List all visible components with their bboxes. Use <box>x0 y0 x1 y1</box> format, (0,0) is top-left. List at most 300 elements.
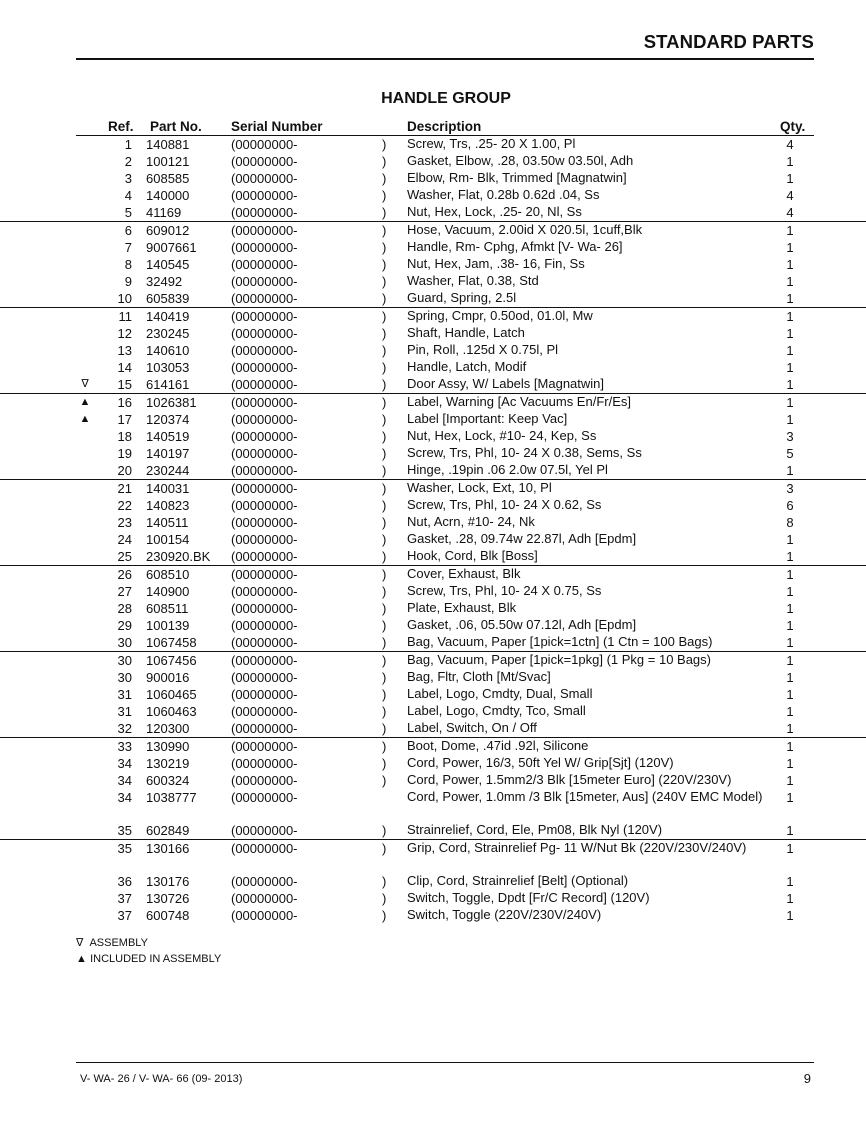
table-row <box>0 325 866 342</box>
table-row <box>0 617 866 634</box>
row-ref: 32 <box>117 721 132 736</box>
row-qty: 1 <box>786 601 794 616</box>
table-row <box>0 479 866 497</box>
row-ref: 34 <box>117 756 132 771</box>
row-serial: (00000000- <box>231 343 298 358</box>
row-ref: 18 <box>117 429 132 444</box>
section-title: HANDLE GROUP <box>381 90 511 107</box>
row-part-no: 120300 <box>146 721 190 736</box>
row-serial: (00000000- <box>231 481 298 496</box>
row-qty: 1 <box>786 412 794 427</box>
row-description: Hook, Cord, Blk [Boss] <box>407 548 538 563</box>
row-part-no: 120374 <box>146 412 190 427</box>
row-serial: (00000000- <box>231 377 298 392</box>
table-row <box>0 531 866 548</box>
row-serial-close: ) <box>382 532 387 547</box>
row-qty: 1 <box>786 309 794 324</box>
row-serial-close: ) <box>382 721 387 736</box>
row-part-no: 600324 <box>146 773 190 788</box>
row-description: Washer, Flat, 0.28b 0.62d .04, Ss <box>407 187 600 202</box>
footer-rule <box>76 1062 814 1063</box>
row-serial-close: ) <box>382 137 387 152</box>
row-ref: 7 <box>124 240 132 255</box>
row-qty: 1 <box>786 567 794 582</box>
row-description: Washer, Flat, 0.38, Std <box>407 273 539 288</box>
row-serial-close: ) <box>382 240 387 255</box>
table-row <box>0 411 866 428</box>
table-row <box>0 497 866 514</box>
row-serial-close: ) <box>382 891 387 906</box>
row-ref: 16 <box>117 395 132 410</box>
table-row <box>0 153 866 170</box>
row-part-no: 230245 <box>146 326 190 341</box>
row-description: Strainrelief, Cord, Ele, Pm08, Blk Nyl (120V) <box>407 822 663 837</box>
footer-doc-id: V- WA- 26 / V- WA- 66 (09- 2013) <box>80 1073 243 1085</box>
row-qty: 8 <box>786 515 794 530</box>
row-ref: 31 <box>117 687 132 702</box>
row-ref: 27 <box>117 584 132 599</box>
table-row <box>0 669 866 686</box>
row-description: Switch, Toggle (220V/230V/240V) <box>407 907 602 922</box>
row-part-no: 1038777 <box>146 790 197 805</box>
row-ref: 33 <box>117 739 132 754</box>
row-serial-close: ) <box>382 291 387 306</box>
row-qty: 1 <box>786 584 794 599</box>
row-qty: 1 <box>786 223 794 238</box>
row-part-no: 140000 <box>146 188 190 203</box>
row-qty: 1 <box>786 908 794 923</box>
row-qty: 1 <box>786 721 794 736</box>
row-serial: (00000000- <box>231 773 298 788</box>
col-header-qty: Qty. <box>780 119 806 134</box>
row-serial: (00000000- <box>231 739 298 754</box>
row-serial: (00000000- <box>231 274 298 289</box>
row-ref: 37 <box>117 891 132 906</box>
row-ref: 17 <box>117 412 132 427</box>
table-row <box>0 789 866 822</box>
row-description: Door Assy, W/ Labels [Magnatwin] <box>407 376 605 391</box>
row-qty: 4 <box>786 188 794 203</box>
table-row <box>0 290 866 307</box>
table-row <box>0 548 866 565</box>
row-serial-close: ) <box>382 823 387 838</box>
table-row <box>0 376 866 393</box>
row-qty: 3 <box>786 481 794 496</box>
table-row <box>0 428 866 445</box>
row-ref: 26 <box>117 567 132 582</box>
row-part-no: 140881 <box>146 137 190 152</box>
row-ref: 34 <box>117 790 132 805</box>
row-part-no: 41169 <box>146 205 182 220</box>
row-serial: (00000000- <box>231 756 298 771</box>
row-part-no: 608510 <box>146 567 190 582</box>
row-part-no: 130990 <box>146 739 190 754</box>
row-serial: (00000000- <box>231 291 298 306</box>
row-serial: (00000000- <box>231 635 298 650</box>
row-serial: (00000000- <box>231 618 298 633</box>
row-description: Hose, Vacuum, 2.00id X 020.5l, 1cuff,Blk <box>407 222 643 237</box>
row-serial: (00000000- <box>231 790 298 805</box>
row-description: Cord, Power, 1.0mm /3 Blk [15meter, Aus] (240V EMC Model) <box>407 789 763 804</box>
row-serial: (00000000- <box>231 395 298 410</box>
row-description: Cord, Power, 16/3, 50ft Yel W/ Grip[Sjt] (120V) <box>407 755 674 770</box>
row-ref: 4 <box>124 188 132 203</box>
row-serial-close: ) <box>382 154 387 169</box>
row-ref: 23 <box>117 515 132 530</box>
row-ref: 5 <box>124 205 132 220</box>
row-serial: (00000000- <box>231 515 298 530</box>
legend-included <box>76 953 221 965</box>
row-ref: 31 <box>117 704 132 719</box>
row-serial-close: ) <box>382 670 387 685</box>
table-row <box>0 221 866 239</box>
row-serial: (00000000- <box>231 326 298 341</box>
row-serial-close: ) <box>382 446 387 461</box>
row-part-no: 100154 <box>146 532 190 547</box>
row-ref: 30 <box>117 635 132 650</box>
row-serial: (00000000- <box>231 567 298 582</box>
row-serial-close: ) <box>382 704 387 719</box>
table-row <box>0 239 866 256</box>
row-serial-close: ) <box>382 326 387 341</box>
row-serial-close: ) <box>382 188 387 203</box>
col-header-ref: Ref. <box>108 119 134 134</box>
row-description: Nut, Hex, Lock, .25- 20, Nl, Ss <box>407 204 582 219</box>
row-part-no: 100121 <box>146 154 190 169</box>
row-part-no: 1067456 <box>146 653 197 668</box>
row-qty: 4 <box>786 137 794 152</box>
row-serial: (00000000- <box>231 704 298 719</box>
row-ref: 36 <box>117 874 132 889</box>
row-part-no: 32492 <box>146 274 183 289</box>
table-row <box>0 634 866 651</box>
row-serial-close: ) <box>382 618 387 633</box>
row-qty: 1 <box>786 377 794 392</box>
row-marker-icon: ▲ <box>79 413 91 425</box>
table-row <box>0 755 866 772</box>
row-serial-close: ) <box>382 567 387 582</box>
row-ref: 35 <box>117 841 132 856</box>
row-ref: 13 <box>117 343 132 358</box>
row-description: Elbow, Rm- Blk, Trimmed [Magnatwin] <box>407 170 627 185</box>
row-description: Label, Switch, On / Off <box>407 720 537 735</box>
row-serial: (00000000- <box>231 823 298 838</box>
table-row <box>0 720 866 737</box>
table-row <box>0 393 866 411</box>
row-part-no: 140610 <box>146 343 190 358</box>
row-part-no: 130176 <box>146 874 190 889</box>
row-serial-close: ) <box>382 412 387 427</box>
legend-included-text: INCLUDED IN ASSEMBLY <box>90 953 222 965</box>
row-serial: (00000000- <box>231 412 298 427</box>
row-serial: (00000000- <box>231 171 298 186</box>
table-row <box>0 651 866 669</box>
row-qty: 6 <box>786 498 794 513</box>
row-description: Gasket, Elbow, .28, 03.50w 03.50l, Adh <box>407 153 634 168</box>
row-ref: 6 <box>124 223 132 238</box>
row-description: Bag, Vacuum, Paper [1pick=1pkg] (1 Pkg = 10 Bags) <box>407 652 711 667</box>
table-row <box>0 583 866 600</box>
row-part-no: 103053 <box>146 360 190 375</box>
row-serial-close: ) <box>382 429 387 444</box>
row-ref: 19 <box>117 446 132 461</box>
row-serial: (00000000- <box>231 223 298 238</box>
row-part-no: 602849 <box>146 823 190 838</box>
row-ref: 8 <box>124 257 132 272</box>
row-part-no: 1026381 <box>146 395 197 410</box>
row-serial-close: ) <box>382 171 387 186</box>
row-qty: 1 <box>786 395 794 410</box>
table-row <box>0 256 866 273</box>
row-description: Label, Logo, Cmdty, Tco, Small <box>407 703 586 718</box>
row-description: Switch, Toggle, Dpdt [Fr/C Record] (120V) <box>407 890 650 905</box>
row-serial-close: ) <box>382 739 387 754</box>
row-qty: 1 <box>786 841 794 856</box>
row-qty: 1 <box>786 756 794 771</box>
row-qty: 1 <box>786 790 794 805</box>
table-row <box>0 772 866 789</box>
row-serial: (00000000- <box>231 670 298 685</box>
row-part-no: 140519 <box>146 429 190 444</box>
row-serial-close: ) <box>382 773 387 788</box>
row-qty: 3 <box>786 429 794 444</box>
table-row <box>0 839 866 873</box>
row-description: Plate, Exhaust, Blk <box>407 600 517 615</box>
row-serial-close: ) <box>382 377 387 392</box>
table-row <box>0 514 866 531</box>
row-description: Shaft, Handle, Latch <box>407 325 525 340</box>
row-serial: (00000000- <box>231 240 298 255</box>
row-serial: (00000000- <box>231 429 298 444</box>
row-qty: 1 <box>786 291 794 306</box>
row-serial-close: ) <box>382 841 387 856</box>
page-header-title: STANDARD PARTS <box>643 31 814 52</box>
row-serial-close: ) <box>382 687 387 702</box>
row-ref: 24 <box>117 532 132 547</box>
row-serial: (00000000- <box>231 137 298 152</box>
row-description: Hinge, .19pin .06 2.0w 07.5l, Yel Pl <box>407 462 608 477</box>
row-qty: 1 <box>786 891 794 906</box>
row-serial-close: ) <box>382 257 387 272</box>
table-row <box>0 873 866 890</box>
row-description: Nut, Hex, Jam, .38- 16, Fin, Ss <box>407 256 585 271</box>
row-serial: (00000000- <box>231 446 298 461</box>
table-row <box>0 445 866 462</box>
included-symbol-icon: ▲ <box>76 953 87 965</box>
table-row <box>0 187 866 204</box>
row-description: Screw, Trs, Phl, 10- 24 X 0.38, Sems, Ss <box>407 445 642 460</box>
row-qty: 1 <box>786 532 794 547</box>
row-part-no: 130726 <box>146 891 190 906</box>
row-serial: (00000000- <box>231 601 298 616</box>
row-part-no: 140823 <box>146 498 190 513</box>
row-serial: (00000000- <box>231 891 298 906</box>
row-description: Label, Warning [Ac Vacuums En/Fr/Es] <box>407 394 631 409</box>
row-part-no: 130219 <box>146 756 190 771</box>
parts-table <box>0 136 866 924</box>
row-qty: 1 <box>786 274 794 289</box>
row-ref: 25 <box>117 549 132 564</box>
row-part-no: 230920.BK <box>146 549 211 564</box>
row-ref: 37 <box>117 908 132 923</box>
row-ref: 28 <box>117 601 132 616</box>
table-row <box>0 822 866 839</box>
row-part-no: 140545 <box>146 257 190 272</box>
row-serial-close: ) <box>382 309 387 324</box>
row-description: Screw, Trs, Phl, 10- 24 X 0.75, Ss <box>407 583 602 598</box>
row-serial: (00000000- <box>231 908 298 923</box>
row-part-no: 900016 <box>146 670 190 685</box>
legend-assembly <box>76 936 148 949</box>
table-row <box>0 703 866 720</box>
row-serial-close: ) <box>382 360 387 375</box>
row-qty: 1 <box>786 360 794 375</box>
page-number: 9 <box>803 1071 811 1086</box>
row-ref: 14 <box>117 360 132 375</box>
row-part-no: 600748 <box>146 908 190 923</box>
row-ref: 11 <box>118 309 132 324</box>
row-serial: (00000000- <box>231 874 298 889</box>
table-row <box>0 273 866 290</box>
row-serial: (00000000- <box>231 360 298 375</box>
row-serial-close: ) <box>382 874 387 889</box>
row-description: Label [Important: Keep Vac] <box>407 411 568 426</box>
row-serial: (00000000- <box>231 687 298 702</box>
row-serial-close: ) <box>382 515 387 530</box>
table-row <box>0 890 866 907</box>
row-ref: 21 <box>117 481 132 496</box>
row-serial-close: ) <box>382 601 387 616</box>
row-serial: (00000000- <box>231 584 298 599</box>
row-description: Boot, Dome, .47id .92l, Silicone <box>407 738 589 753</box>
row-ref: 3 <box>124 171 132 186</box>
row-qty: 1 <box>786 773 794 788</box>
row-description: Guard, Spring, 2.5l <box>407 290 517 305</box>
row-part-no: 609012 <box>146 223 190 238</box>
row-description: Cord, Power, 1.5mm2/3 Blk [15meter Euro] (220V/230V) <box>407 772 732 787</box>
row-description: Spring, Cmpr, 0.50od, 01.0l, Mw <box>407 308 593 323</box>
row-marker-icon: ∇ <box>81 378 89 390</box>
row-description: Label, Logo, Cmdty, Dual, Small <box>407 686 593 701</box>
row-part-no: 1067458 <box>146 635 197 650</box>
row-qty: 4 <box>786 205 794 220</box>
row-serial: (00000000- <box>231 154 298 169</box>
row-ref: 9 <box>124 274 132 289</box>
row-qty: 1 <box>786 653 794 668</box>
row-part-no: 140419 <box>146 309 190 324</box>
row-description: Nut, Hex, Lock, #10- 24, Kep, Ss <box>407 428 597 443</box>
row-description: Cover, Exhaust, Blk <box>407 566 521 581</box>
row-serial-close: ) <box>382 463 387 478</box>
row-ref: 2 <box>124 154 132 169</box>
row-serial-close: ) <box>382 908 387 923</box>
row-description: Screw, Trs, .25- 20 X 1.00, Pl <box>407 136 576 151</box>
row-qty: 1 <box>786 240 794 255</box>
row-ref: 15 <box>117 377 132 392</box>
row-marker-icon: ▲ <box>79 396 91 408</box>
row-serial-close: ) <box>382 498 387 513</box>
row-serial-close: ) <box>382 653 387 668</box>
row-description: Gasket, .06, 05.50w 07.12l, Adh [Epdm] <box>407 617 637 632</box>
row-qty: 5 <box>786 446 794 461</box>
row-description: Gasket, .28, 09.74w 22.87l, Adh [Epdm] <box>407 531 637 546</box>
row-serial-close: ) <box>382 549 387 564</box>
row-part-no: 608585 <box>146 171 190 186</box>
row-serial: (00000000- <box>231 532 298 547</box>
row-part-no: 230244 <box>146 463 190 478</box>
row-ref: 29 <box>117 618 132 633</box>
row-qty: 1 <box>786 823 794 838</box>
row-part-no: 130166 <box>146 841 190 856</box>
table-row <box>0 462 866 479</box>
row-description: Nut, Acrn, #10- 24, Nk <box>407 514 535 529</box>
legend-assembly-text: ASSEMBLY <box>89 937 148 949</box>
row-serial: (00000000- <box>231 257 298 272</box>
row-part-no: 100139 <box>146 618 190 633</box>
row-qty: 1 <box>786 549 794 564</box>
row-description: Clip, Cord, Strainrelief [Belt] (Optional) <box>407 873 629 888</box>
row-serial: (00000000- <box>231 205 298 220</box>
row-serial-close: ) <box>382 343 387 358</box>
row-part-no: 140031 <box>146 481 190 496</box>
table-row <box>0 359 866 376</box>
table-row <box>0 907 866 924</box>
row-serial: (00000000- <box>231 549 298 564</box>
row-description: Washer, Lock, Ext, 10, Pl <box>407 480 552 495</box>
row-serial: (00000000- <box>231 841 298 856</box>
row-description: Bag, Fltr, Cloth [Mt/Svac] <box>407 669 551 684</box>
row-serial-close: ) <box>382 274 387 289</box>
row-description: Handle, Latch, Modif <box>407 359 527 374</box>
row-serial-close: ) <box>382 481 387 496</box>
table-row <box>0 136 866 153</box>
row-description: Bag, Vacuum, Paper [1pick=1ctn] (1 Ctn = 100 Bags) <box>407 634 713 649</box>
table-row <box>0 737 866 755</box>
table-row <box>0 600 866 617</box>
row-qty: 1 <box>786 171 794 186</box>
row-ref: 35 <box>117 823 132 838</box>
row-qty: 1 <box>786 343 794 358</box>
table-row <box>0 204 866 221</box>
row-serial: (00000000- <box>231 653 298 668</box>
row-part-no: 9007661 <box>146 240 197 255</box>
row-description: Grip, Cord, Strainrelief Pg- 11 W/Nut Bk (220V/230V/240V) <box>407 840 747 855</box>
row-ref: 10 <box>117 291 132 306</box>
row-ref: 30 <box>117 670 132 685</box>
row-serial-close: ) <box>382 205 387 220</box>
row-qty: 1 <box>786 326 794 341</box>
row-part-no: 140197 <box>146 446 190 461</box>
row-ref: 22 <box>117 498 132 513</box>
row-qty: 1 <box>786 618 794 633</box>
row-serial: (00000000- <box>231 721 298 736</box>
row-ref: 30 <box>117 653 132 668</box>
row-qty: 1 <box>786 154 794 169</box>
table-row <box>0 342 866 359</box>
row-description: Pin, Roll, .125d X 0.75l, Pl <box>407 342 559 357</box>
row-serial: (00000000- <box>231 188 298 203</box>
row-qty: 1 <box>786 704 794 719</box>
row-serial-close: ) <box>382 223 387 238</box>
col-header-serial-number: Serial Number <box>231 119 323 134</box>
table-row <box>0 307 866 325</box>
row-part-no: 608511 <box>146 601 189 616</box>
row-serial: (00000000- <box>231 498 298 513</box>
row-serial-close: ) <box>382 756 387 771</box>
header-rule <box>76 58 814 60</box>
table-row <box>0 686 866 703</box>
row-qty: 1 <box>786 463 794 478</box>
